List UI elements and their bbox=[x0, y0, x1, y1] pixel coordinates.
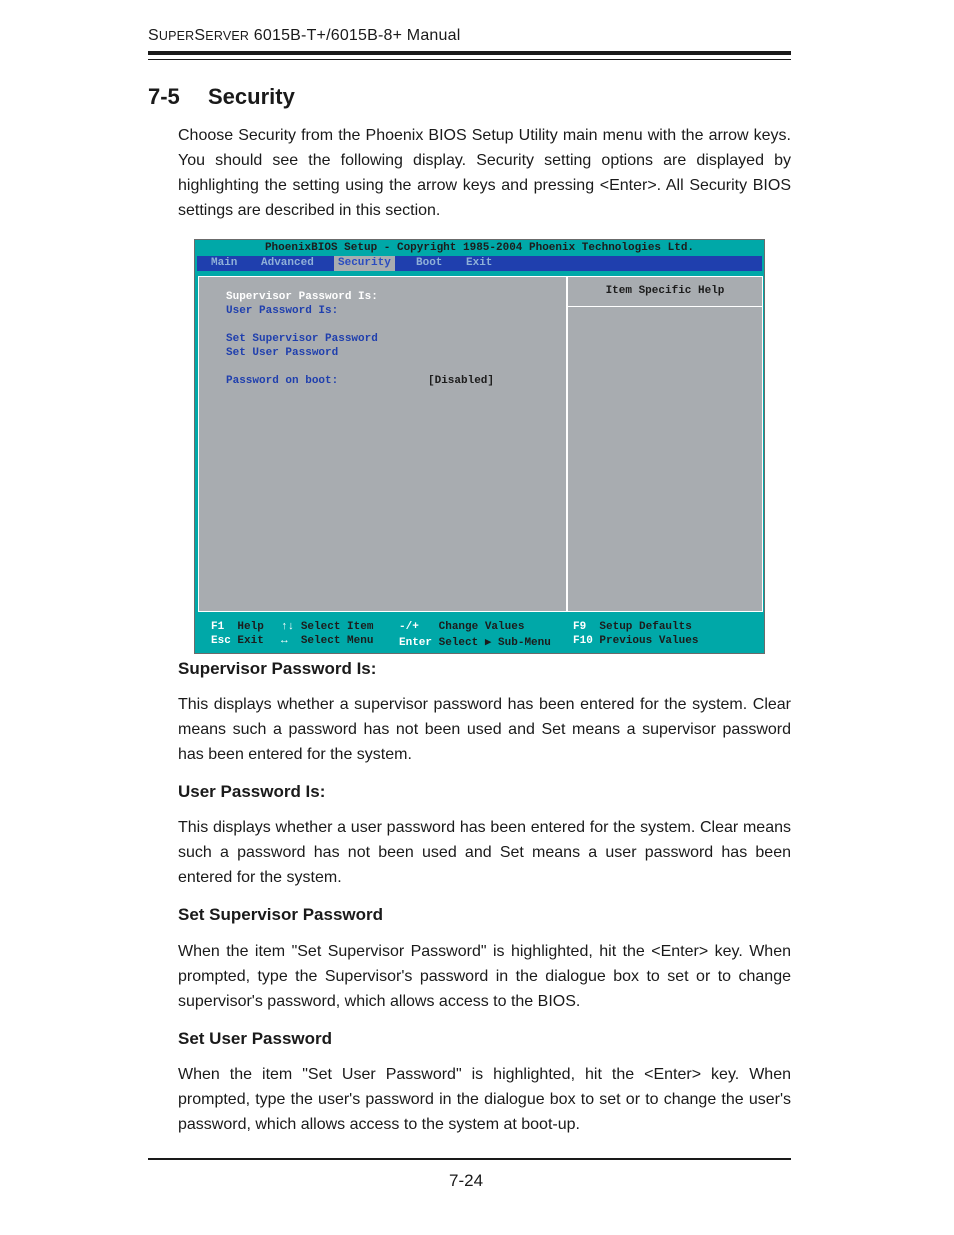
bios-value-password-on-boot[interactable]: [Disabled] bbox=[428, 375, 495, 387]
bios-footer bbox=[195, 614, 764, 652]
bios-menu-main[interactable]: Main bbox=[211, 257, 238, 269]
bios-item-password-on-boot[interactable]: Password on boot: bbox=[226, 375, 339, 387]
body-user-password-is: This displays whether a user password has been entered for the system. Clear means such a password has not been used and Set means a user password has been entered for the system. bbox=[178, 819, 791, 886]
bios-help-panel bbox=[567, 276, 763, 612]
section-name: Security bbox=[208, 84, 295, 109]
section-number: 7-5 bbox=[148, 84, 180, 109]
subhead-set-supervisor-password: Set Supervisor Password bbox=[178, 905, 384, 924]
intro-paragraph: Choose Security from the Phoenix BIOS Setup Utility main menu with the arrow keys. You should see the following display. Security setting options are displayed by highlighting the setting using the arrow keys and pressing <Enter>. All Security BIOS settings are described in this section. bbox=[178, 127, 791, 219]
bios-item-user-password-is[interactable]: User Password Is: bbox=[226, 305, 339, 317]
footer-enter bbox=[399, 635, 551, 649]
footer-f9-key: F9 bbox=[573, 621, 587, 633]
footer-leftright bbox=[281, 635, 373, 647]
subhead-supervisor-password-is: Supervisor Password Is: bbox=[178, 659, 377, 678]
header-s2: S bbox=[194, 27, 206, 44]
bios-menu-exit[interactable]: Exit bbox=[466, 257, 493, 269]
footer-f10-desc: Previous Values bbox=[599, 635, 699, 647]
header-rule-thick bbox=[148, 51, 791, 55]
bios-menu-boot[interactable]: Boot bbox=[416, 257, 443, 269]
bios-item-set-user-password[interactable]: Set User Password bbox=[226, 347, 339, 359]
section-title bbox=[148, 84, 295, 110]
footer-updown-desc: Select Item bbox=[300, 621, 374, 633]
footer-plusminus-desc: Change Values bbox=[438, 621, 525, 633]
footer-esc-key: Esc bbox=[211, 635, 231, 647]
footer-f9 bbox=[573, 621, 692, 633]
footer-f1-desc: Help bbox=[237, 621, 264, 633]
header-s1: S bbox=[148, 27, 159, 44]
footer-leftright-key: ↔ bbox=[281, 635, 288, 647]
bios-menu-advanced[interactable]: Advanced bbox=[261, 257, 314, 269]
page-number: 7-24 bbox=[449, 1171, 484, 1190]
running-header bbox=[148, 27, 791, 45]
subhead-user-password-is: User Password Is: bbox=[178, 782, 326, 801]
footer-f10 bbox=[573, 635, 698, 647]
header-rest: 6015B-T+/6015B-8+ Manual bbox=[249, 27, 461, 44]
bios-item-set-supervisor-password[interactable]: Set Supervisor Password bbox=[226, 333, 378, 345]
footer-esc-desc: Exit bbox=[237, 635, 264, 647]
footer-f1-key: F1 bbox=[211, 621, 225, 633]
subhead-set-user-password: Set User Password bbox=[178, 1029, 333, 1048]
bios-title: PhoenixBIOS Setup - Copyright 1985-2004 Phoenix Technologies Ltd. bbox=[264, 242, 695, 254]
footer-enter-key: Enter bbox=[399, 637, 433, 649]
footer-plusminus bbox=[399, 621, 524, 633]
header-rule-thin bbox=[148, 59, 791, 60]
bios-menu-security[interactable]: Security bbox=[334, 256, 395, 271]
footer-esc bbox=[211, 635, 264, 647]
footer-leftright-desc: Select Menu bbox=[300, 635, 374, 647]
footer-updown bbox=[281, 621, 373, 633]
footer-enter-desc: Select ▶ Sub-Menu bbox=[438, 637, 551, 649]
body-set-supervisor-password: When the item "Set Supervisor Password" is highlighted, hit the <Enter> key. When prompted, type the Supervisor's password in the dialogue box to set or to change supervisor's password, which allows access to the BIOS. bbox=[178, 943, 791, 1010]
footer-f10-key: F10 bbox=[573, 635, 593, 647]
header-uper: UPER bbox=[158, 29, 195, 43]
bios-settings-panel bbox=[198, 276, 567, 612]
body-supervisor-password-is: This displays whether a supervisor password has been entered for the system. Clear means such a password has not been used and Set means a supervisor password has been entered for the system. bbox=[178, 696, 791, 763]
bios-menu-bar bbox=[197, 256, 762, 271]
footer-updown-key: ↑↓ bbox=[281, 621, 295, 633]
footer-f9-desc: Setup Defaults bbox=[599, 621, 692, 633]
footer-plusminus-key: -/+ bbox=[399, 621, 419, 633]
bios-screenshot bbox=[194, 239, 765, 654]
body-set-user-password: When the item "Set User Password" is highlighted, hit the <Enter> key. When prompted, type the user's password in the dialogue box to set or to change the user's password, which allows access to the system at boot-up. bbox=[178, 1066, 791, 1133]
bios-help-title: Item Specific Help bbox=[568, 277, 762, 307]
header-erver: ERVER bbox=[205, 29, 250, 43]
bios-item-supervisor-password-is[interactable]: Supervisor Password Is: bbox=[226, 291, 378, 303]
footer-rule bbox=[148, 1158, 791, 1160]
footer-f1 bbox=[211, 621, 264, 633]
